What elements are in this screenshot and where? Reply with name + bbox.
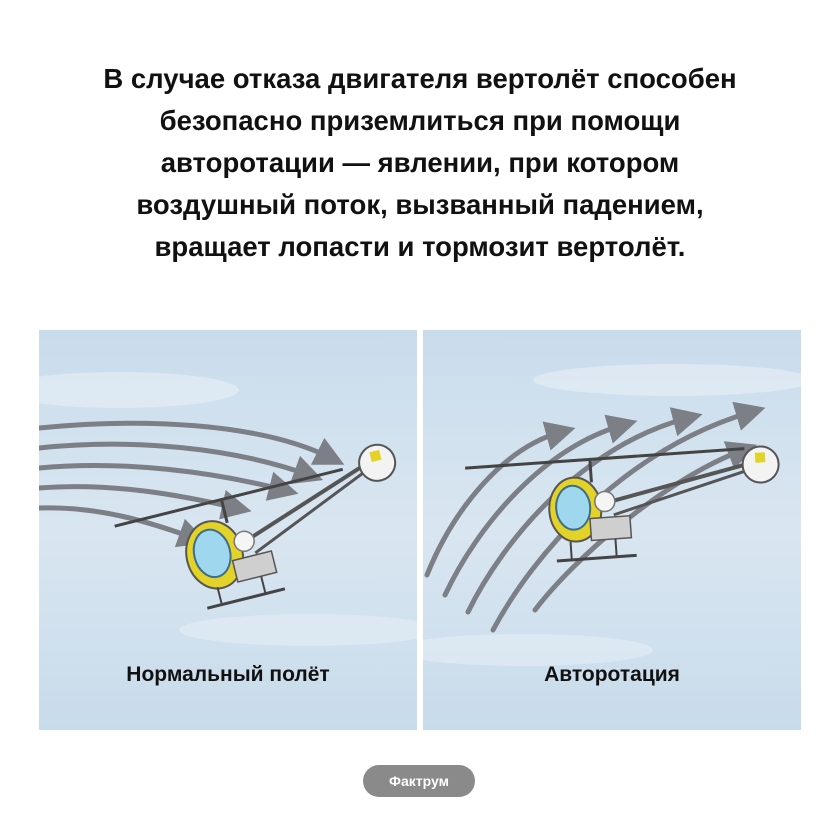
panel-autorotation-illustration bbox=[423, 330, 801, 730]
panel-autorotation bbox=[423, 330, 801, 730]
headline-line: вращает лопасти и тормозит вертолёт. bbox=[154, 231, 686, 262]
brand-badge: Фактрум bbox=[363, 765, 475, 797]
headline-line: авторотации — явлении, при котором bbox=[160, 147, 680, 178]
headline-line: воздушный поток, вызванный падением, bbox=[136, 189, 704, 220]
panel-normal-illustration bbox=[39, 330, 417, 730]
panel-normal-flight bbox=[39, 330, 417, 730]
headline bbox=[40, 58, 800, 268]
panel-caption: Нормальный полёт bbox=[126, 663, 330, 686]
headline-line: В случае отказа двигателя вертолёт способен bbox=[103, 63, 737, 94]
headline-line: безопасно приземлиться при помощи bbox=[159, 105, 681, 136]
cloud bbox=[533, 364, 801, 396]
panel-caption: Авторотация bbox=[544, 663, 680, 686]
